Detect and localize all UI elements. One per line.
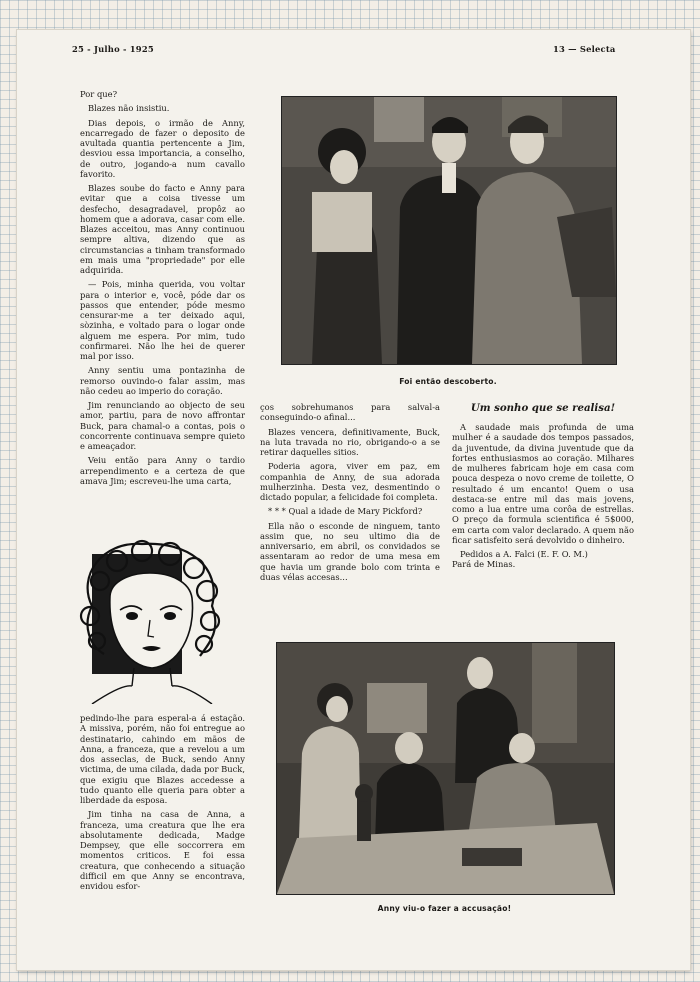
paragraph: Blazes não insistiu. [88,103,170,114]
photo-1-caption: Foi então descoberto. [399,377,497,386]
paragraph: Blazes vencera, definitivamente, Buck, na luta travada no rio, obrigando-o a se retirar daquelles sitios. [260,426,440,457]
paragraph: Por que? [80,89,118,99]
paragraph: pedindo-lhe para esperal-a á estação. A missiva, porém, não foi entregue ao destinatario, cahindo em mãos de Anna, a franceza, que a revelou a um dos asseclas, de Buck, sendo Anny victima, de uma cilada, dada por Buck, que exigiu que Blazes accedesse a tudo quanto elle queria para obter a liberdade da esposa. [80,713,245,805]
paragraph: Jim renunciando ao objecto de seu amor, partiu, para de novo affrontar Buck, para chamal-o a contas, pois o concorrente continuava sempre quieto e ameaçador. [80,400,245,451]
paragraph: Anny sentiu uma pontazinha de remorso ouvindo-o falar assim, mas não cedeu ao imperio do coração. [80,365,245,396]
advert-body: A saudade mais profunda de uma mulher é a saudade dos tempos passados, da juventude, da divina juventude que da fortes enthusiasmos ao coração. Milhares de mulheres fabricam hoje em casa com pouca despeza o novo creme de toilette, O resultado é um encanto! Quem o usa destaca-se entre mil das mais jovens, como a lua entre uma corôa de estrellas. O preço da formula scientifica é 5$000, em carta com valor declarado. A quem não ficar satisfeito será devolvido o dinheiro. [452,422,634,545]
advert-signature-line-1: Pedidos a A. Falci (E. F. O. M.) [460,549,588,559]
film-still-2 [276,642,615,895]
paragraph: Blazes soube do facto e Anny para evitar que a coisa tivesse um desfecho, desagradavel, propôz ao homem que a adorava, casar com elle. Blazes acceitou, mas Anny continuou sempre altiva, dizendo que as circumstancias a tinham transformado em mais uma "propriedade" por elle adquirida. [80,183,245,275]
film-still-1 [281,96,617,365]
paragraph: Poderia agora, viver em paz, em companhia de Anny, de sua adorada mulherzinha. Desta vez, desmentindo o dictado popular, a felicidade foi completa. [260,461,440,502]
question: * * * Qual a idade de Mary Pickford? [268,506,423,517]
advert-heading: Um sonho que se realisa! [470,402,616,414]
header-date: 25 - Julho - 1925 [72,44,154,54]
column-1-bottom [80,713,245,895]
paragraph: Ella não o esconde de ninguem, tanto assim que, no seu ultimo dia de anniversario, em abril, os convidados se assentaram ao redor de uma mesa em que havia um grande bolo com trinta e duas vélas accesas... [260,520,440,582]
paragraph: ços sobrehumanos para salval-a conseguindo-o afinal... [260,402,440,423]
column-1-top [80,89,245,490]
photo-2-caption: Anny viu-o fazer a accusação! [377,904,512,913]
column-2 [260,402,440,586]
advert-signature-line-2: Pará de Minas. [452,559,516,570]
paragraph: Jim tinha na casa de Anna, a franceza, uma creatura que lhe era absolutamente dedicada, Madge Dempsey, que elle soccorrera em momentos criticos. E foi essa creatura, que conhecendo a situação difficil em que Anny se encontrava, envidou esfor- [80,809,245,891]
paragraph: Veiu então para Anny o tardio arrependimento e a certeza de que amava Jim; escreveu-lhe uma carta, [80,455,245,486]
column-3-advert [452,402,634,570]
paragraph: Dias depois, o irmão de Anny, encarregado de fazer o deposito de avultada quantia pertencente a Jim, desviou essa importancia, a conselho, de outro, jogando-a num cavallo favorito. [80,117,245,179]
paragraph: — Pois, minha querida, vou voltar para o interior e, você, póde dar os passos que entender, póde mesmo censurar-me a ter deixado aqui, sòzinha, e voltado para o logar onde alguem me espera. Por mim, tudo confirmarei. Não lhe hei de querer mal por isso. [80,279,245,361]
header-page-title: 13 — Selecta [553,44,616,54]
mary-pickford-sketch [72,536,232,704]
